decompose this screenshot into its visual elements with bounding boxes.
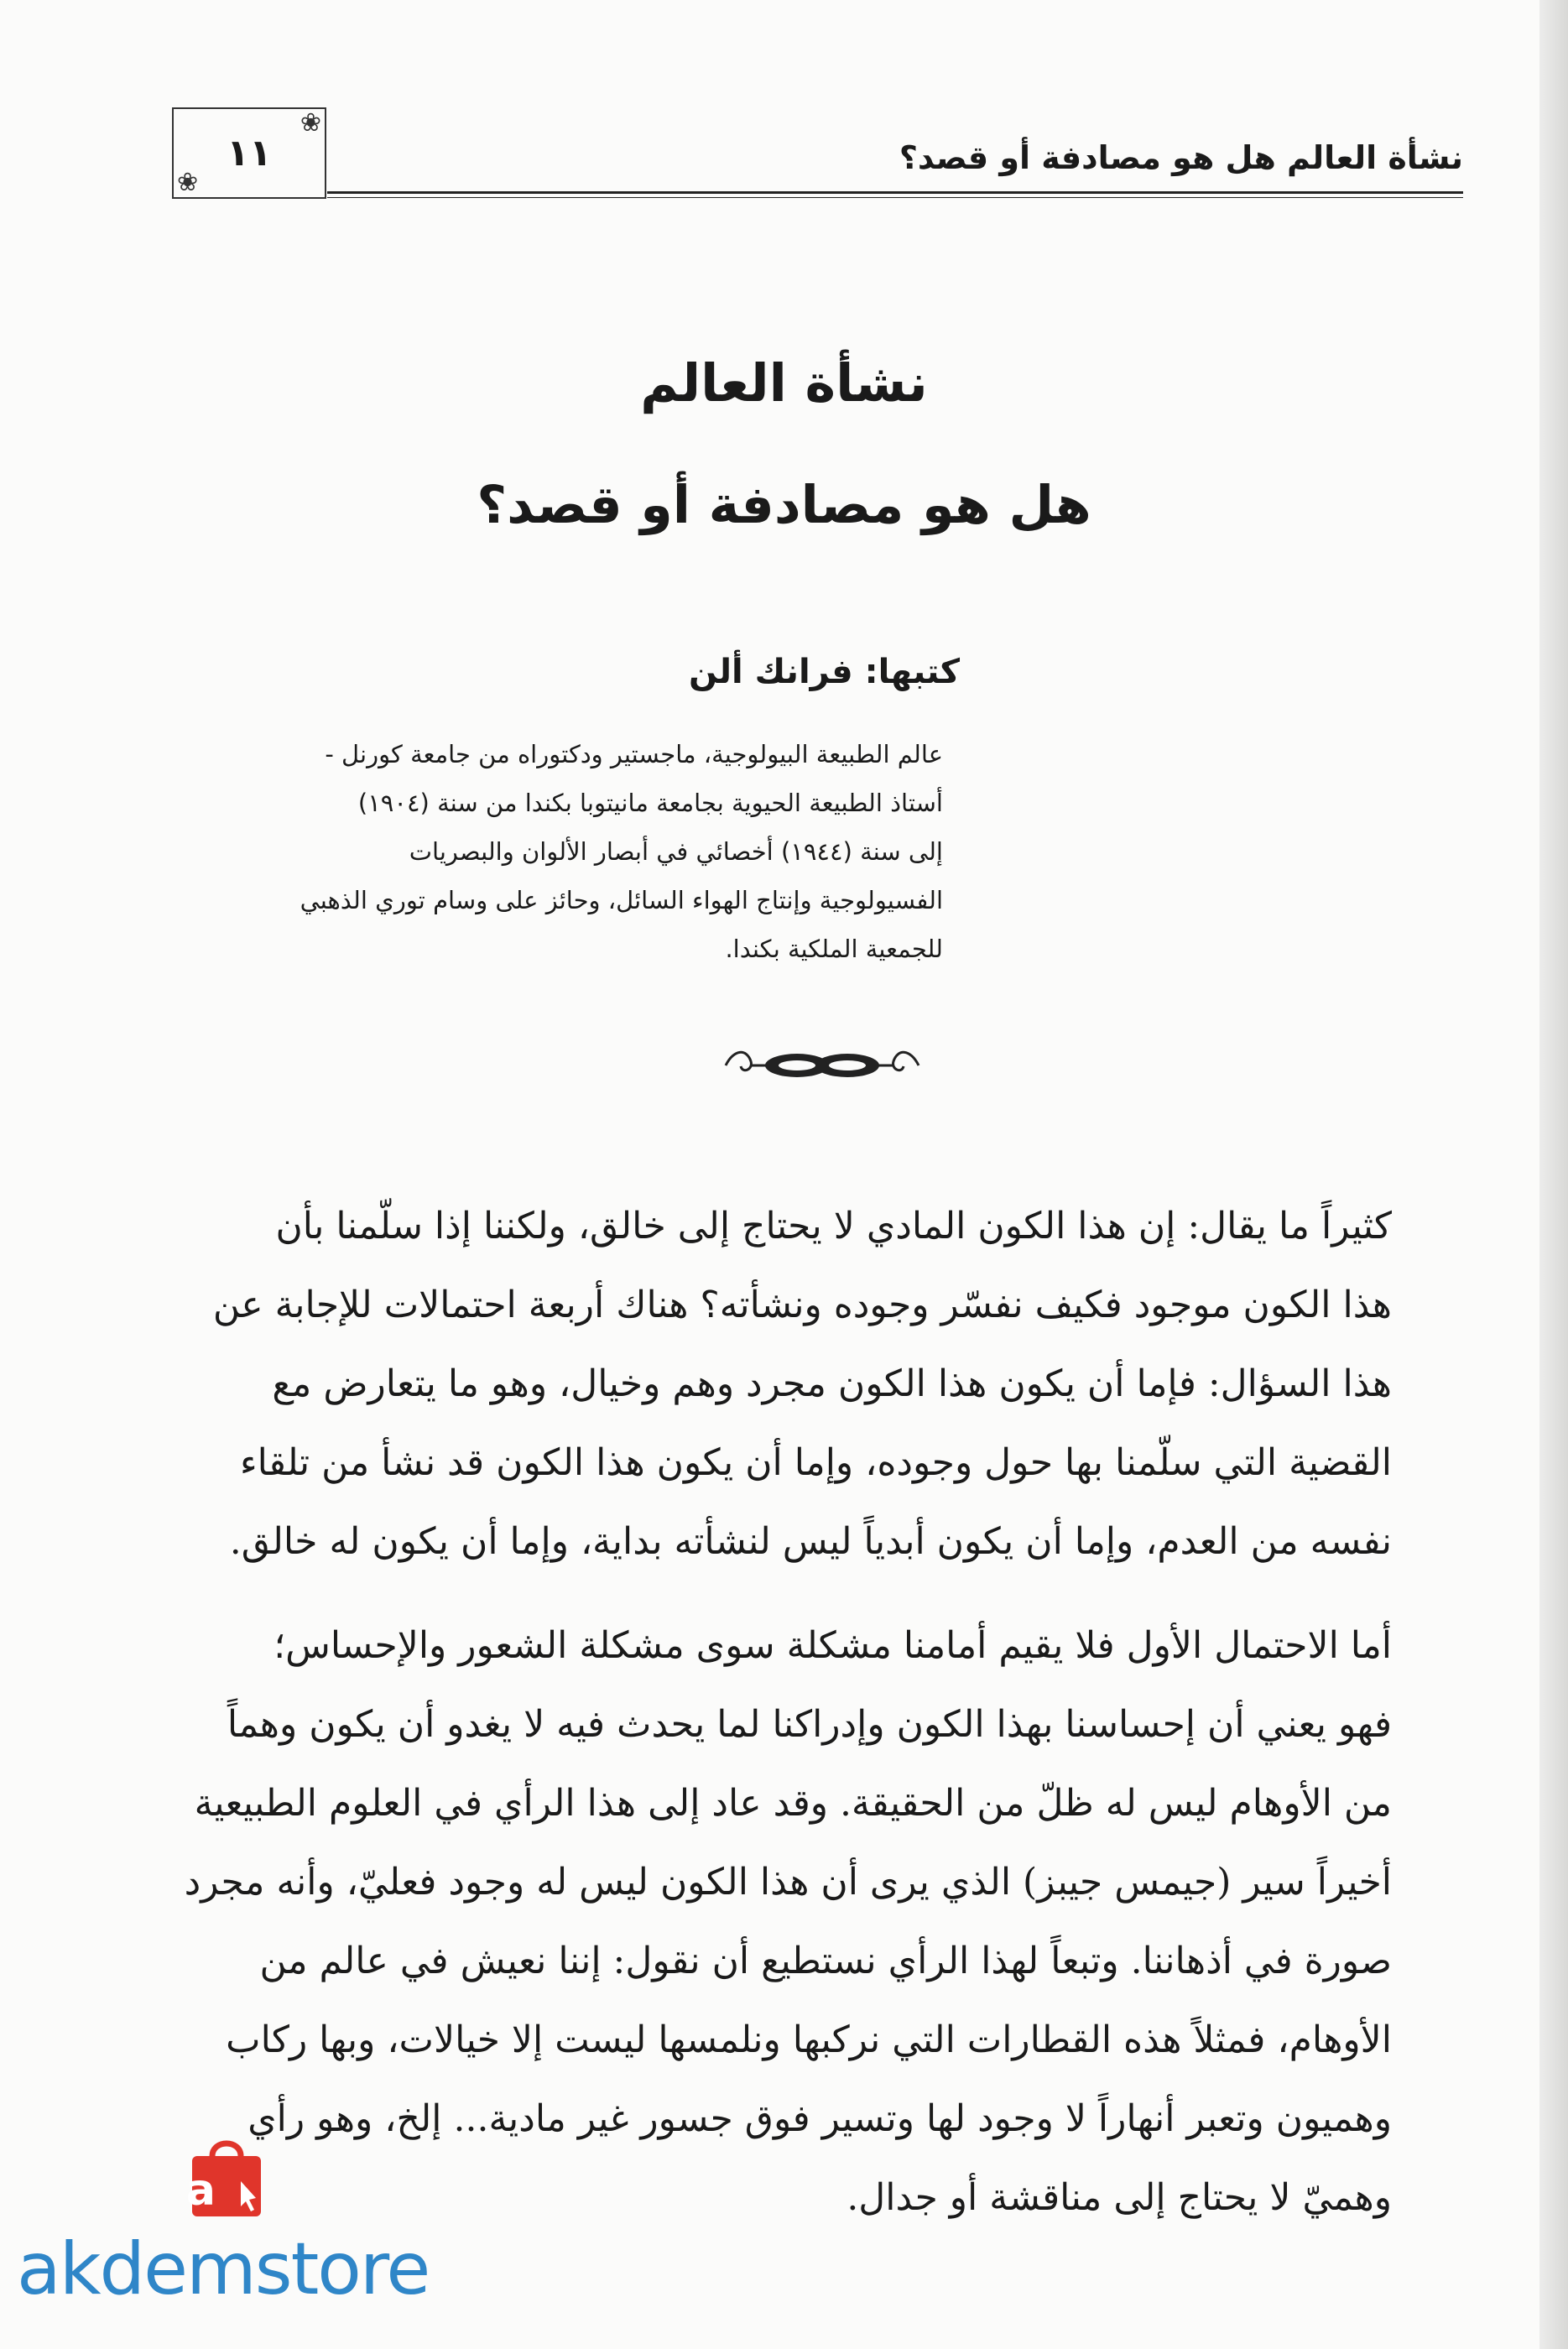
header-rule — [327, 191, 1463, 198]
paragraph-line: الأوهام، فمثلاً هذه القطارات التي نركبها ونلمسها ليست إلا خيالات، وبها ركاب — [226, 2018, 1392, 2061]
paragraph-line: من الأوهام ليس له ظلّ من الحقيقة. وقد عاد إلى هذا الرأي في العلوم الطبيعية — [194, 1782, 1392, 1825]
floral-corner-icon: ❀ — [300, 108, 321, 138]
paragraph-line: هذا السؤال: فإما أن يكون هذا الكون مجرد وهم وخيال، وهو ما يتعارض مع — [272, 1362, 1392, 1405]
floral-corner-icon: ❀ — [177, 168, 199, 197]
bio-line: للجمعية الملكية بكندا. — [725, 935, 943, 963]
article-title: نشأة العالم — [640, 352, 928, 414]
running-title: نشأة العالم هل هو مصادفة أو قصد؟ — [899, 139, 1463, 176]
paragraph-line: هذا الكون موجود فكيف نفسّر وجوده ونشأته؟ هناك أربعة احتمالات للإجابة عن — [212, 1284, 1392, 1326]
paragraph-line: أما الاحتمال الأول فلا يقيم أمامنا مشكلة سوى مشكلة الشعور والإحساس؛ — [273, 1624, 1392, 1667]
ornamental-divider-icon — [717, 1036, 927, 1095]
shopping-bag-icon — [180, 2131, 273, 2223]
paragraph-line: وهميّ لا يحتاج إلى مناقشة أو جدال. — [847, 2176, 1392, 2219]
article-body — [180, 1187, 1392, 2237]
paragraph-line: كثيراً ما يقال: إن هذا الكون المادي لا يحتاج إلى خالق، ولكننا إذا سلّمنا بأن — [275, 1205, 1392, 1247]
paragraph-line: نفسه من العدم، وإما أن يكون أبدياً ليس لنشأته بداية، وإما أن يكون له خالق. — [229, 1520, 1392, 1563]
bio-line: الفسيولوجية وإنتاج الهواء السائل، وحائز على وسام توري الذهبي — [300, 886, 943, 914]
page-number-frame — [172, 107, 326, 199]
paragraph-line: أخيراً سير (جيمس جيبز) الذي يرى أن هذا الكون ليس له وجود فعليّ، وأنه مجرد — [184, 1861, 1392, 1904]
author-bio — [247, 730, 943, 973]
article-subtitle: هل هو مصادفة أو قصد؟ — [477, 474, 1091, 535]
paragraph-line: وهميون وتعبر أنهاراً لا وجود لها وتسير فوق جسور غير مادية... إلخ، وهو رأي — [247, 2097, 1392, 2140]
page-number: ١١ — [227, 132, 272, 174]
page-header — [172, 107, 1463, 200]
paragraph-line: القضية التي سلّمنا بها حول وجوده، وإما أن يكون هذا الكون قد نشأ من تلقاء — [239, 1441, 1392, 1484]
author-line: كتبها: فرانك ألن — [689, 653, 960, 691]
store-brand-text: akdemstore — [17, 2227, 430, 2311]
logo-letter: a — [185, 2165, 216, 2216]
bio-line: أستاذ الطبيعة الحيوية بجامعة مانيتوبا بكندا من سنة (١٩٠٤) — [357, 789, 943, 817]
paragraph-line: صورة في أذهاننا. وتبعاً لهذا الرأي نستطيع أن نقول: إننا نعيش في عالم من — [259, 1940, 1392, 1982]
bio-line: إلى سنة (١٩٤٤) أخصائي في أبصار الألوان والبصريات — [409, 837, 943, 866]
paragraph-line: فهو يعني أن إحساسنا بهذا الكون وإدراكنا لما يحدث فيه لا يغدو أن يكون وهماً — [227, 1703, 1392, 1746]
paragraph-gap — [180, 1581, 1392, 1607]
bio-line: عالم الطبيعة البيولوجية، ماجستير ودكتوراه من جامعة كورنل - — [325, 740, 943, 768]
store-watermark — [17, 2131, 453, 2315]
